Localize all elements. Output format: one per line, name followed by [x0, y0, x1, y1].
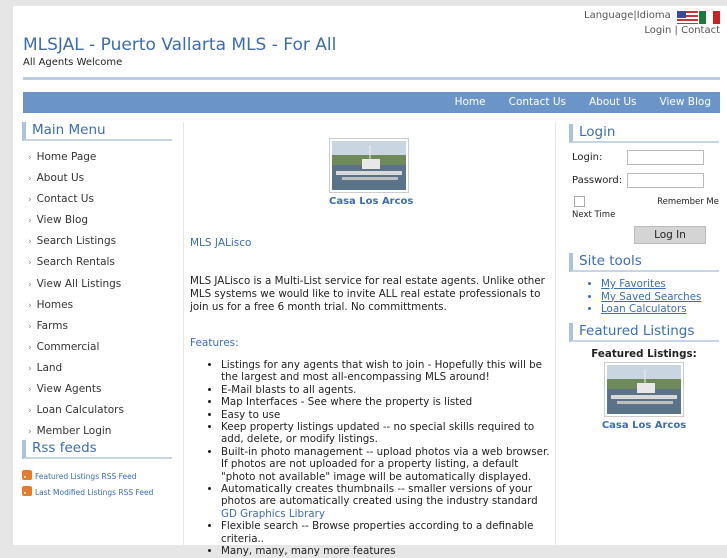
chevron-right-icon: › [28, 153, 32, 163]
chevron-right-icon: › [28, 406, 32, 417]
nav-about-us[interactable]: About Us [588, 96, 637, 108]
menu-item[interactable]: › Farms [28, 319, 68, 332]
gd-library-link[interactable]: GD Graphics Library [221, 507, 325, 520]
feature-item: • Listings for any agents that wish to join - Hopefully this will be the largest and most all-encompassing MLS around! [221, 359, 556, 384]
menu-item[interactable]: › Search Listings [28, 235, 117, 248]
chevron-right-icon: › [28, 385, 32, 396]
feature-item: • Map Interfaces - See where the property is listed [221, 396, 556, 408]
menu-item[interactable]: › Land [28, 361, 63, 374]
contact-link[interactable]: Contact [681, 25, 720, 36]
chevron-right-icon: › [28, 237, 32, 248]
property-card[interactable] [329, 138, 413, 207]
feature-item: • Flexible search -- Browse properties according to a definable criteria.. [221, 520, 556, 545]
left-sidebar [22, 122, 172, 501]
menu-item[interactable]: › Search Rentals [28, 256, 115, 269]
menu-item[interactable]: › Home Page [28, 151, 97, 163]
remember-me-checkbox[interactable] [574, 196, 585, 207]
chevron-right-icon: › [28, 195, 32, 206]
login-heading: Login [569, 124, 719, 143]
login-row [569, 146, 719, 169]
featured-property-card[interactable] [569, 362, 719, 431]
tool-favorites-link[interactable]: • My Favorites [601, 278, 719, 291]
top-links [584, 9, 720, 37]
mx-flag-icon[interactable] [699, 11, 720, 24]
feature-item: • Easy to use [221, 409, 556, 421]
header-divider [23, 77, 720, 80]
rss-icon [22, 486, 32, 496]
link-separator: | [674, 25, 678, 36]
menu-item[interactable]: › About Us [28, 172, 85, 185]
menu-item[interactable]: › Contact Us [28, 193, 94, 206]
feature-item: • Built-in photo management -- upload photos via a web browser. If photos are not uploaded for a property listing, a default "photo not available" image will be automatically displayed. [221, 446, 556, 483]
features-title: Features: [190, 337, 239, 349]
menu-item[interactable]: › View All Listings [28, 277, 122, 290]
us-flag-icon[interactable] [677, 11, 698, 24]
login-button[interactable]: Log In [634, 226, 706, 244]
chevron-right-icon: › [28, 342, 32, 353]
section-title: MLS JALisco [190, 237, 252, 249]
remember-me-label: Remember Me [657, 197, 719, 207]
featured-caption[interactable]: Casa Los Arcos [601, 419, 687, 431]
menu-item[interactable]: › View Blog [28, 214, 89, 227]
menu-item[interactable]: › Commercial [28, 340, 100, 353]
property-caption[interactable]: Casa Los Arcos [329, 196, 414, 207]
menu-item[interactable]: › View Agents [28, 383, 102, 396]
page [13, 6, 727, 558]
feature-item: • Keep property listings updated -- no special skills required to add, delete, or modify listings. [221, 421, 556, 446]
language-label: Language|Idioma [584, 10, 671, 21]
feature-item: • Automatically creates thumbnails -- smaller versions of your photos are automatically created using the industry standard GD Graphics Library [221, 483, 556, 520]
chevron-right-icon: › [28, 300, 32, 311]
chevron-right-icon: › [28, 427, 32, 438]
featured-heading: Featured Listings [569, 323, 719, 342]
rss-icon [22, 470, 32, 480]
chevron-right-icon: › [28, 258, 32, 269]
tool-loan-calculators-link[interactable]: • Loan Calculators [601, 303, 719, 316]
features-list [221, 359, 556, 558]
chevron-right-icon: › [28, 279, 32, 290]
feature-item: • Many, many, many more features [221, 545, 556, 557]
main-menu-heading: Main Menu [22, 122, 172, 141]
rss-heading: Rss feeds [22, 440, 172, 459]
featured-subtitle: Featured Listings: [591, 347, 697, 360]
feature-item: • E-Mail blasts to all agents. [221, 384, 556, 396]
tool-saved-searches-link[interactable]: • My Saved Searches [601, 291, 719, 304]
nav-home[interactable]: Home [454, 96, 486, 108]
main-menu [22, 147, 172, 442]
login-link[interactable]: Login [644, 25, 672, 36]
property-thumbnail[interactable] [329, 138, 409, 193]
main-content [183, 122, 556, 558]
nav-view-blog[interactable]: View Blog [659, 96, 711, 108]
menu-item[interactable]: › Homes [28, 298, 74, 311]
remember-me-row [569, 195, 719, 225]
password-row [569, 169, 719, 192]
login-input[interactable] [627, 150, 704, 165]
site-tools-heading: Site tools [569, 253, 719, 272]
right-sidebar [569, 124, 719, 431]
featured-thumbnail[interactable] [604, 362, 684, 417]
password-label: Password: [572, 175, 623, 186]
chevron-right-icon: › [28, 321, 32, 332]
rss-list [22, 469, 172, 501]
next-time-label: Next Time [572, 210, 616, 220]
menu-item[interactable]: › Loan Calculators [28, 404, 124, 417]
site-tools-list [569, 278, 719, 316]
login-label: Login: [572, 152, 603, 163]
chevron-right-icon: › [28, 216, 32, 227]
intro-text: MLS JALisco is a Multi-List service for real estate agents. Unlike other MLS systems we would like to invite ALL real estate professionals to join us for a free 6 month trial. No committments. [190, 275, 545, 313]
rss-feed-link[interactable]: Featured Listings RSS Feed [22, 469, 172, 485]
nav-contact-us[interactable]: Contact Us [508, 96, 566, 108]
chevron-right-icon: › [28, 363, 32, 374]
password-input[interactable] [627, 173, 704, 188]
rss-feed-link[interactable]: Last Modified Listings RSS Feed [22, 485, 172, 501]
site-title[interactable]: MLSJAL - Puerto Vallarta MLS - For All [23, 35, 337, 55]
menu-item[interactable]: › Member Login [28, 425, 112, 438]
chevron-right-icon: › [28, 174, 32, 185]
site-subtitle: All Agents Welcome [23, 57, 123, 68]
top-navbar [23, 92, 720, 113]
